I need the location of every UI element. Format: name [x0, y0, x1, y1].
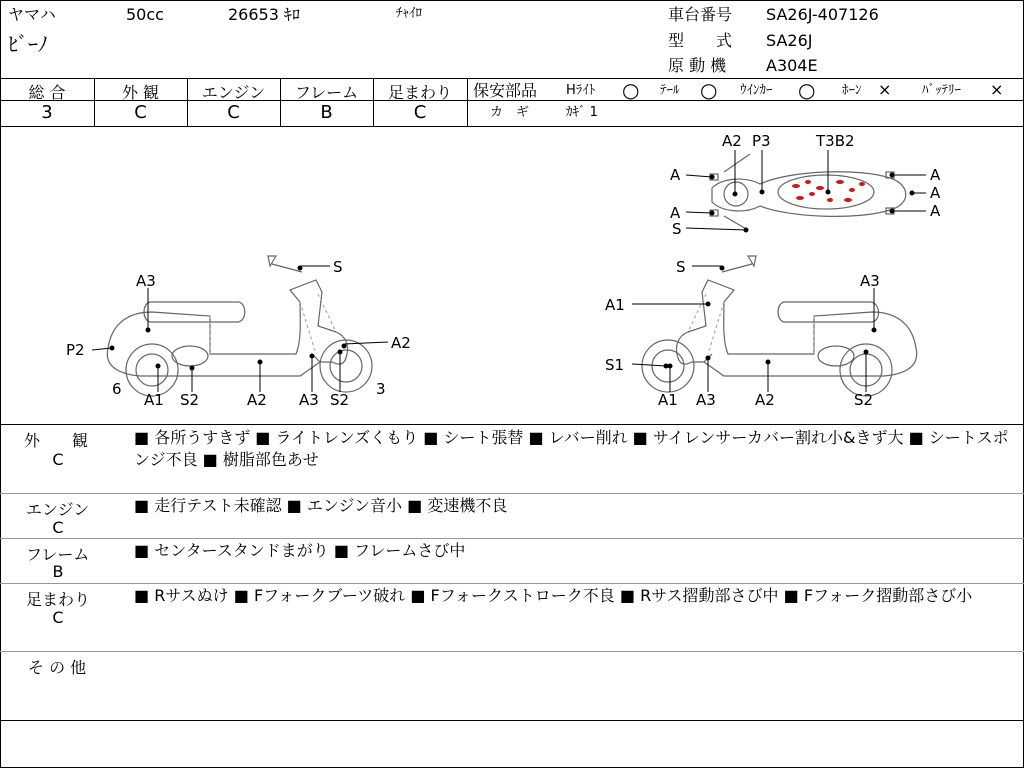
mileage: 26653 ｷﾛ	[228, 5, 300, 24]
diagram-label: A1	[144, 391, 164, 409]
section-grade-frame: B	[52, 562, 64, 581]
grade-label-exterior: 外 観	[121, 83, 160, 102]
diagram-label: A2	[755, 391, 775, 409]
leader-lines	[92, 150, 926, 392]
diagram-label: S	[676, 258, 686, 276]
diagram-label: A2	[391, 334, 411, 352]
section-label-other: そ の 他	[28, 658, 87, 677]
diagram-label: A	[930, 202, 941, 220]
safety-item-headlight: Hﾗｲﾄ	[566, 83, 596, 98]
section-label-frame: フレーム	[26, 545, 90, 564]
divider	[0, 78, 1024, 79]
key-value: ｶｷﾞ 1	[566, 105, 598, 120]
engine: A304E	[766, 56, 818, 75]
diagram-label: T3B2	[816, 132, 855, 150]
safety-mark-horn: ×	[878, 80, 892, 99]
safety-label: 保安部品	[473, 81, 538, 100]
grade-value-engine: C	[227, 102, 240, 123]
divider	[0, 651, 1024, 652]
section-text-frame: ■ センタースタンドまがり ■ フレームさび中	[134, 541, 466, 560]
engine-label: 原 動 機	[668, 56, 727, 75]
section-text-exterior: ■ 各所うすきず ■ ライトレンズくもり ■ シート張替 ■ レバー削れ ■ サイレンサーカバー割れ小&きず大 ■ シートスポンジ不良 ■ 樹脂部色あせ	[134, 428, 1009, 469]
grade-value-suspension: C	[413, 102, 427, 123]
section-label-exterior: 外 観	[24, 431, 89, 450]
diagram-label: 6	[112, 380, 122, 398]
diagram-label: P3	[752, 132, 771, 150]
divider	[0, 538, 1024, 539]
divider	[0, 720, 1024, 721]
divider	[0, 583, 1024, 584]
diagram-label: P2	[66, 341, 85, 359]
safety-mark-headlight: ○	[622, 78, 640, 102]
grade-value-overall: 3	[41, 102, 53, 123]
top-view-labels	[670, 132, 941, 238]
diagram-label: A1	[605, 296, 625, 314]
grade-label-engine: エンジン	[201, 83, 266, 102]
diagram-label: A	[670, 204, 681, 222]
diagram-label: A3	[299, 391, 319, 409]
right-view-labels	[605, 258, 880, 409]
left-panel-lines	[210, 294, 336, 354]
grade-value-frame: B	[320, 102, 333, 123]
safety-mark-battery: ×	[990, 80, 1004, 99]
safety-item-tail: ﾃｰﾙ	[660, 83, 680, 98]
grade-label-frame: フレーム	[294, 83, 359, 102]
safety-item-winker: ｳｲﾝｶｰ	[740, 83, 773, 98]
section-label-engine: エンジン	[26, 500, 90, 519]
safety-mark-tail: ○	[700, 78, 718, 102]
type-label: 型 式	[668, 31, 733, 50]
grade-label-suspension: 足まわり	[387, 83, 452, 102]
diagram-label: S2	[330, 391, 350, 409]
section-label-suspension: 足まわり	[26, 590, 91, 609]
diagram-label: S	[672, 220, 682, 238]
diagram-label: A3	[136, 272, 156, 290]
section-grade-exterior: C	[52, 450, 64, 469]
section-text-suspension: ■ Rサスぬけ ■ Fフォークブーツ破れ ■ Fフォークストローク不良 ■ Rサス摺動部さび中 ■ Fフォーク摺動部さび小	[134, 586, 973, 605]
diagram-svg	[0, 126, 1024, 424]
section-grade-suspension: C	[52, 608, 64, 627]
diagram-label: A2	[247, 391, 267, 409]
divider	[0, 424, 1024, 425]
safety-item-battery: ﾊﾞｯﾃﾘｰ	[922, 83, 961, 98]
divider	[467, 78, 468, 126]
type: SA26J	[766, 31, 813, 50]
section-text-engine: ■ 走行テスト未確認 ■ エンジン音小 ■ 変速機不良	[134, 496, 508, 515]
color: ﾁｬｲﾛ	[396, 6, 422, 21]
diagram-label: S2	[854, 391, 874, 409]
safety-mark-winker: ○	[798, 78, 816, 102]
diagram-label: A	[670, 166, 681, 184]
diagram-label: A	[930, 184, 941, 202]
diagram-label: A1	[658, 391, 678, 409]
top-view-scooter	[710, 154, 906, 230]
safety-item-horn: ﾎｰﾝ	[842, 83, 862, 98]
model-name: ﾋﾞｰﾉ	[8, 32, 48, 56]
maker: ヤマハ	[8, 5, 56, 24]
frame-no: SA26J-407126	[766, 5, 879, 24]
diagram-label: S	[333, 258, 343, 276]
damage-diagram	[0, 126, 1024, 424]
diagram-label: A3	[696, 391, 716, 409]
grade-value-exterior: C	[134, 102, 147, 123]
diagram-label: S1	[605, 356, 625, 374]
diagram-label: 3	[376, 380, 386, 398]
section-grade-engine: C	[52, 518, 64, 537]
diagram-label: A2	[722, 132, 742, 150]
displacement: 50cc	[126, 5, 164, 24]
key-label: カ ギ	[490, 105, 530, 120]
diagram-label: A3	[860, 272, 880, 290]
left-view-labels	[66, 258, 411, 409]
diagram-label: S2	[180, 391, 200, 409]
diagram-label: A	[930, 166, 941, 184]
divider	[0, 493, 1024, 494]
frame-no-label: 車台番号	[668, 5, 733, 24]
grade-label-overall: 総 合	[28, 83, 66, 102]
